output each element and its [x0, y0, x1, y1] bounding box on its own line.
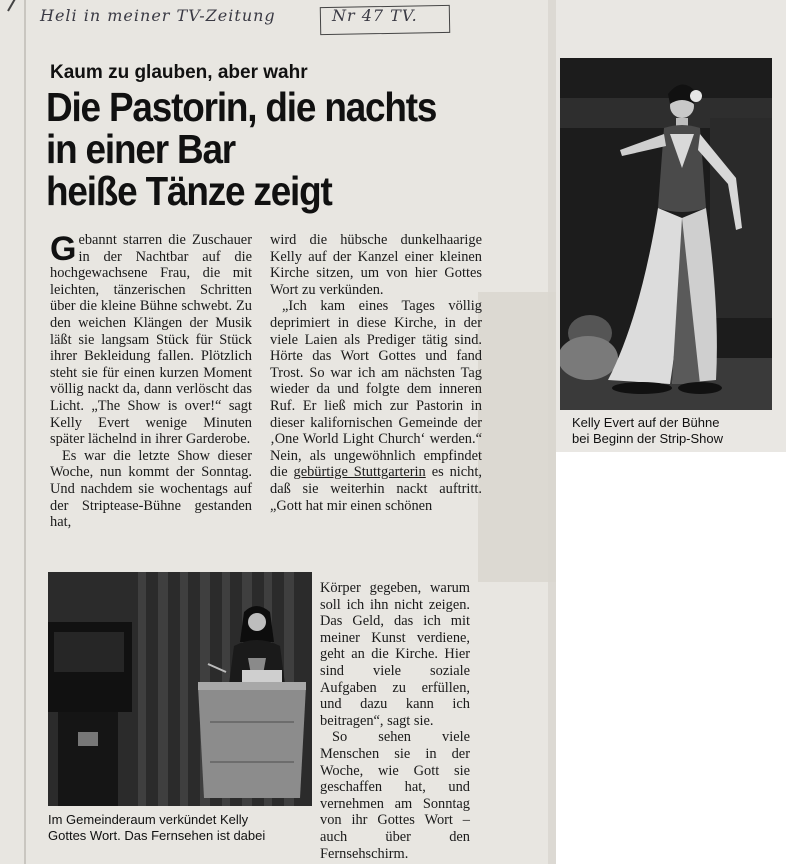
article-column-2	[270, 232, 482, 514]
lectern-illustration	[48, 572, 312, 806]
article-column-1	[50, 232, 252, 531]
paragraph-text: „Ich kam eines Tages völlig deprimiert in diese Kirche, in der viele Laien als Prediger tätig sind. Hörte das Wort Gottes und fand Trost. So war ich am nächsten Tag wieder da und folgte dem inneren Ruf. Er ließ mich zur Pastorin in dieser kalifornischen Gemeinde der ‚One World Light Church‘ werden.“ Nein, als ungewöhnlich empfindet die	[270, 298, 482, 481]
paragraph: Körper gegeben, warum soll ich ihn nicht zeigen. Das Geld, das ich mit meiner Kunst verdiene, geht an die Kirche. Hier sind viele soziale Aufgaben zu erfüllen, und dazu kann ich beitragen“, sagt sie.	[320, 580, 470, 729]
handwritten-note: Heli in meiner TV-Zeitung	[40, 6, 276, 25]
kicker: Kaum zu glauben, aber wahr	[50, 62, 308, 83]
fold-line	[24, 0, 26, 864]
caption-top	[572, 415, 782, 447]
headline	[46, 86, 469, 212]
headline-line-1: Die Pastorin, die nachts	[46, 84, 437, 130]
caption-line: Kelly Evert auf der Bühne	[572, 415, 720, 430]
caption-line: bei Beginn der Strip-Show	[572, 431, 724, 446]
paragraph	[50, 232, 252, 448]
paragraph: wird die hübsche dunkelhaarige Kelly auf der Kanzel einer kleinen Kirche sitzen, um von hier Gottes Wort zu verkünden.	[270, 232, 482, 298]
headline-line-2: in einer Bar	[46, 126, 235, 172]
photo-lectern	[48, 572, 312, 806]
article-column-3	[320, 580, 470, 862]
paragraph-text: ebannt starren die Zuschauer in der Nachtbar auf die hochgewachsene Frau, die mit leichten, tänzerischen Schritten über die kleine Bühne schwebt. Zu den weichen Klängen der Musik läßt sie langsam Stück für Stück ihrer Bekleidung fallen. Plötzlich steht sie für einen kurzen Moment völlig nackt da, dann verlöscht das Licht. „The Show is over!“ sagt Kelly Evert wenige Minuten später lächelnd in ihrer Garderobe.	[50, 232, 252, 448]
photo-dancer	[560, 58, 772, 410]
paragraph: So sehen viele Menschen sie in der Woche, wie Gott sie geschaffen hat, und vernehmen am Sonntag von ihr Gottes Wort – auch über den Fernsehschirm.	[320, 729, 470, 862]
caption-bottom	[48, 812, 328, 844]
drop-cap: G	[50, 230, 77, 268]
dancer-illustration	[560, 58, 772, 410]
underlined-text: gebürtige Stuttgarterin	[293, 464, 426, 481]
caption-line: Im Gemeinderaum verkündet Kelly	[48, 812, 249, 827]
tape-strip	[478, 292, 556, 582]
caption-line: Gottes Wort. Das Fernsehen ist dabei	[48, 828, 266, 843]
paragraph: Es war die letzte Show dieser Woche, nun kommt der Sonntag. Und nachdem sie wochentags auf der Striptease-Bühne gestanden hat,	[50, 447, 252, 531]
paragraph	[270, 298, 482, 514]
boxed-note: Nr 47 TV.	[332, 6, 418, 25]
paragraph-text: es nicht, daß sie weiterhin nackt auftritt. „Gott hat mir einen schönen	[270, 464, 482, 514]
headline-line-3: heiße Tänze zeigt	[46, 168, 332, 214]
